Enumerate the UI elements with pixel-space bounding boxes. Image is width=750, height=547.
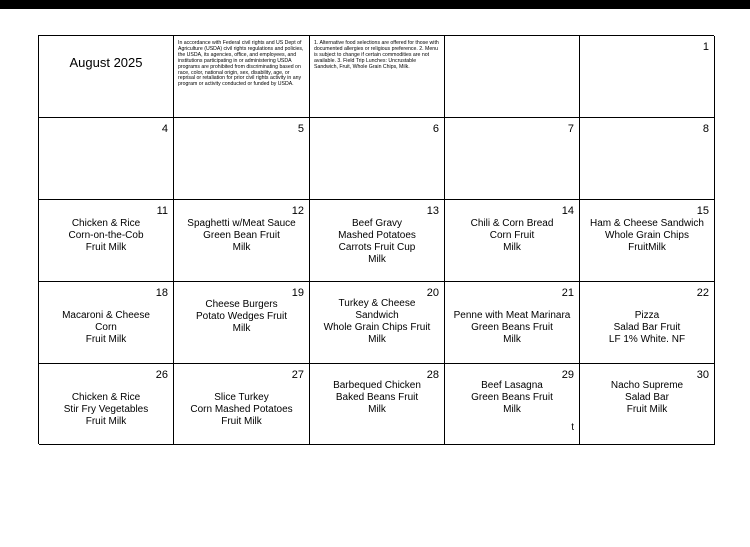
day-cell [445,364,580,445]
menu-line: Salad Bar [625,392,669,403]
menu-line: Fruit Milk [626,404,668,415]
menu-line: Baked Beans Fruit [335,392,419,403]
day-cell [580,364,715,445]
menu-line: Cheese Burgers [205,299,278,310]
menu-line: Milk [232,323,251,334]
menu-line: Milk [368,404,386,415]
stray-mark: t [571,422,574,433]
menu-line: Corn [95,322,117,333]
menu-line: Penne with Meat Marinara [453,310,571,321]
menu-line: Green Bean Fruit [203,230,280,241]
menu-line: Fruit Milk [85,334,127,345]
day-cell [310,364,445,445]
menu-items [174,299,309,335]
day-number: 15 [696,205,709,217]
menu-line: Milk [503,242,521,253]
menu-line: Sandwich [355,310,399,321]
menu-line: Barbequed Chicken [333,380,421,391]
menu-line: Turkey & Cheese [338,298,416,309]
menu-line: Corn Mashed Potatoes [190,404,293,415]
top-black-bar [0,0,750,9]
menu-items [445,310,579,346]
menu-items [580,218,714,254]
menu-line: Beef Gravy [351,218,403,229]
menu-items [580,380,714,416]
menu-items [310,218,444,266]
notes-cell [310,36,445,118]
blank-cell [445,36,580,118]
menu-line: Milk [503,334,521,345]
day-cell [174,364,310,445]
menu-items [445,218,579,254]
menu-items [39,310,173,346]
day-number: 14 [561,205,574,217]
menu-line: Chili & Corn Bread [470,218,554,229]
menu-line: Corn-on-the-Cob [68,230,144,241]
day-number: 22 [696,287,709,299]
menu-line: Beef Lasagna [481,380,543,391]
menu-line: Fruit Milk [85,416,127,427]
menu-line: Ham & Cheese Sandwich [590,218,704,229]
menu-items [445,380,579,416]
menu-line: Spaghetti w/Meat Sauce [187,218,296,229]
day-number: 6 [432,123,439,135]
day-cell [174,118,310,200]
menu-items [174,392,309,428]
day-cell [445,200,580,282]
day-number: 12 [291,205,304,217]
menu-line: Macaroni & Cheese [62,310,150,321]
menu-line: Milk [368,254,386,265]
day-cell [310,118,445,200]
nondiscrimination-statement: In accordance with Federal civil rights and US Dept of Agriculture (USDA) civil rights regulations and policies, the USDA, its agencies, office, and employees, and institutions participating in or administering USDA programs are prohibited from discriminating based on race, color, national origin, sex, disability, age, or reprisal or retaliation for prior civil rights activity in any program or activity conducted or funded by USDA. [178,40,304,88]
day-number: 4 [161,123,168,135]
day-cell [174,200,310,282]
day-number: 13 [426,205,439,217]
menu-items [580,310,714,346]
menu-items [39,218,173,254]
day-cell [39,200,174,282]
menu-line: Whole Grain Chips Fruit [323,322,431,333]
calendar-title-cell [39,36,174,118]
menu-line: Mashed Potatoes [338,230,416,241]
menu-line: Milk [232,242,251,253]
day-cell [310,282,445,364]
month-title: August 2025 [69,55,143,70]
day-number: 5 [297,123,304,135]
menu-line: LF 1% White. NF [608,334,686,345]
menu-items [174,218,309,254]
day-number: 30 [696,369,709,381]
day-cell [39,118,174,200]
menu-items [310,380,444,416]
day-number: 7 [567,123,574,135]
menu-line: Milk [503,404,521,415]
day-number: 19 [291,287,304,299]
day-cell [580,282,715,364]
day-cell [174,282,310,364]
day-number: 11 [156,205,168,217]
menu-line: Potato Wedges Fruit [196,311,287,322]
menu-line: Fruit Milk [221,416,262,427]
day-cell [445,118,580,200]
day-cell [580,118,715,200]
menu-line: Corn Fruit [489,230,535,241]
menu-line: Chicken & Rice [71,392,141,403]
menu-line: Green Beans Fruit [471,322,553,333]
day-cell [580,36,715,118]
day-number: 21 [561,287,574,299]
menu-line: Milk [368,334,386,345]
day-cell [580,200,715,282]
day-number: 8 [702,123,709,135]
day-number: 26 [155,369,168,381]
menu-line: Stir Fry Vegetables [63,404,149,415]
menu-line: Whole Grain Chips [605,230,689,241]
day-number: 29 [561,369,574,381]
day-cell [39,282,174,364]
day-number: 27 [291,369,304,381]
menu-line: Salad Bar Fruit [613,322,681,333]
menu-line: Pizza [634,310,660,321]
menu-notes: 1. Alternative food selections are offered for those with documented allergies or religious preference. 2. Menu is subject to change if certain commodities are not available. 3. Field Trip Lunches: Uncrustable Sandwich, Fruit, Whole Grain Chips, Milk. [314,40,439,70]
day-cell [310,200,445,282]
menu-line: Slice Turkey [214,392,269,403]
day-number: 18 [155,287,168,299]
day-number: 1 [702,41,709,53]
day-cell [445,282,580,364]
menu-line: Fruit Milk [85,242,127,253]
menu-items [310,298,444,346]
menu-line: Carrots Fruit Cup [338,242,416,253]
calendar-grid [38,35,714,444]
menu-items [39,392,173,428]
nondiscrimination-cell [174,36,310,118]
menu-line: Chicken & Rice [71,218,141,229]
menu-line: FruitMilk [628,242,666,253]
menu-line: Nacho Supreme [610,380,684,391]
day-cell [39,364,174,445]
day-number: 28 [426,369,439,381]
menu-line: Green Beans Fruit [471,392,553,403]
day-number: 20 [426,287,439,299]
